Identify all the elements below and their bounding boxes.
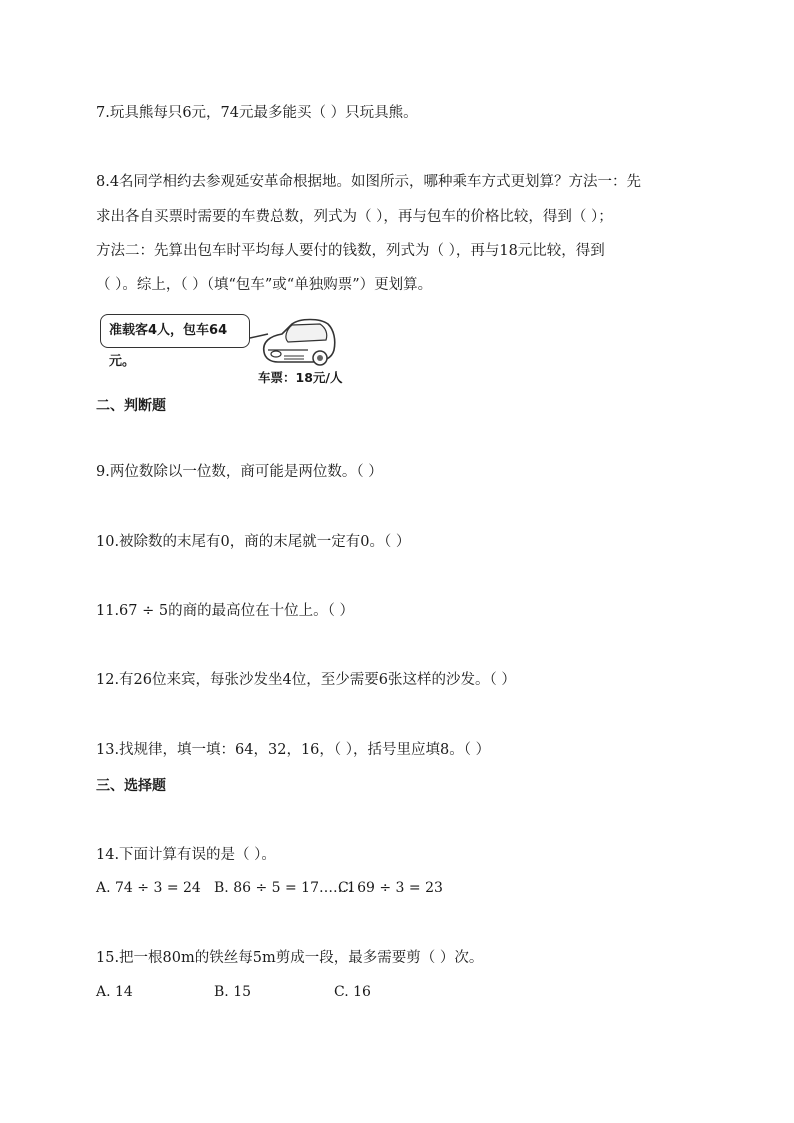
question-8-line-4: （ ）。综上，（ ）（填“包车”或“单独购票”）更划算。: [96, 277, 433, 293]
question-12: 12.有26位来宾，每张沙发坐4位，至少需要6张这样的沙发。（ ）: [96, 672, 516, 688]
question-8-line-3: 方法二：先算出包车时平均每人要付的钱数，列式为（ ），再与18元比较，得到: [96, 243, 605, 259]
question-14: 14.下面计算有误的是（ ）。: [96, 847, 276, 863]
question-7: 7.玩具熊每只6元，74元最多能买（ ）只玩具熊。: [96, 105, 418, 121]
q15-option-a: A. 14: [96, 984, 133, 1000]
speech-bubble: 准载客4人，包车64元。: [100, 314, 250, 348]
question-11: 11.67 ÷ 5的商的最高位在十位上。（ ）: [96, 603, 354, 619]
question-13: 13.找规律，填一填：64，32，16，（ ），括号里应填8。（ ）: [96, 742, 491, 758]
question-8-line-1: 8.4名同学相约去参观延安革命根据地。如图所示，哪种乘车方式更划算？方法一：先: [96, 174, 642, 190]
question-9: 9.两位数除以一位数，商可能是两位数。（ ）: [96, 464, 383, 480]
question-8-line-2: 求出各自买票时需要的车费总数，列式为（ ），再与包车的价格比较，得到（ ）；: [96, 209, 613, 225]
q14-option-c: C. 69 ÷ 3 = 23: [338, 880, 443, 896]
q14-option-b: B. 86 ÷ 5 = 17……1: [214, 880, 356, 896]
section-heading-judgement: 二、判断题: [96, 398, 166, 414]
question-15: 15.把一根80m的铁丝每5m剪成一段，最多需要剪（ ）次。: [96, 950, 484, 966]
section-heading-choice: 三、选择题: [96, 778, 166, 794]
car-icon: [248, 312, 344, 372]
ticket-price-label: 车票：18元/人: [258, 370, 343, 385]
q14-option-a: A. 74 ÷ 3 = 24: [96, 880, 201, 896]
q15-option-b: B. 15: [214, 984, 252, 1000]
question-10: 10.被除数的末尾有0，商的末尾就一定有0。（ ）: [96, 534, 411, 550]
q15-option-c: C. 16: [334, 984, 371, 1000]
